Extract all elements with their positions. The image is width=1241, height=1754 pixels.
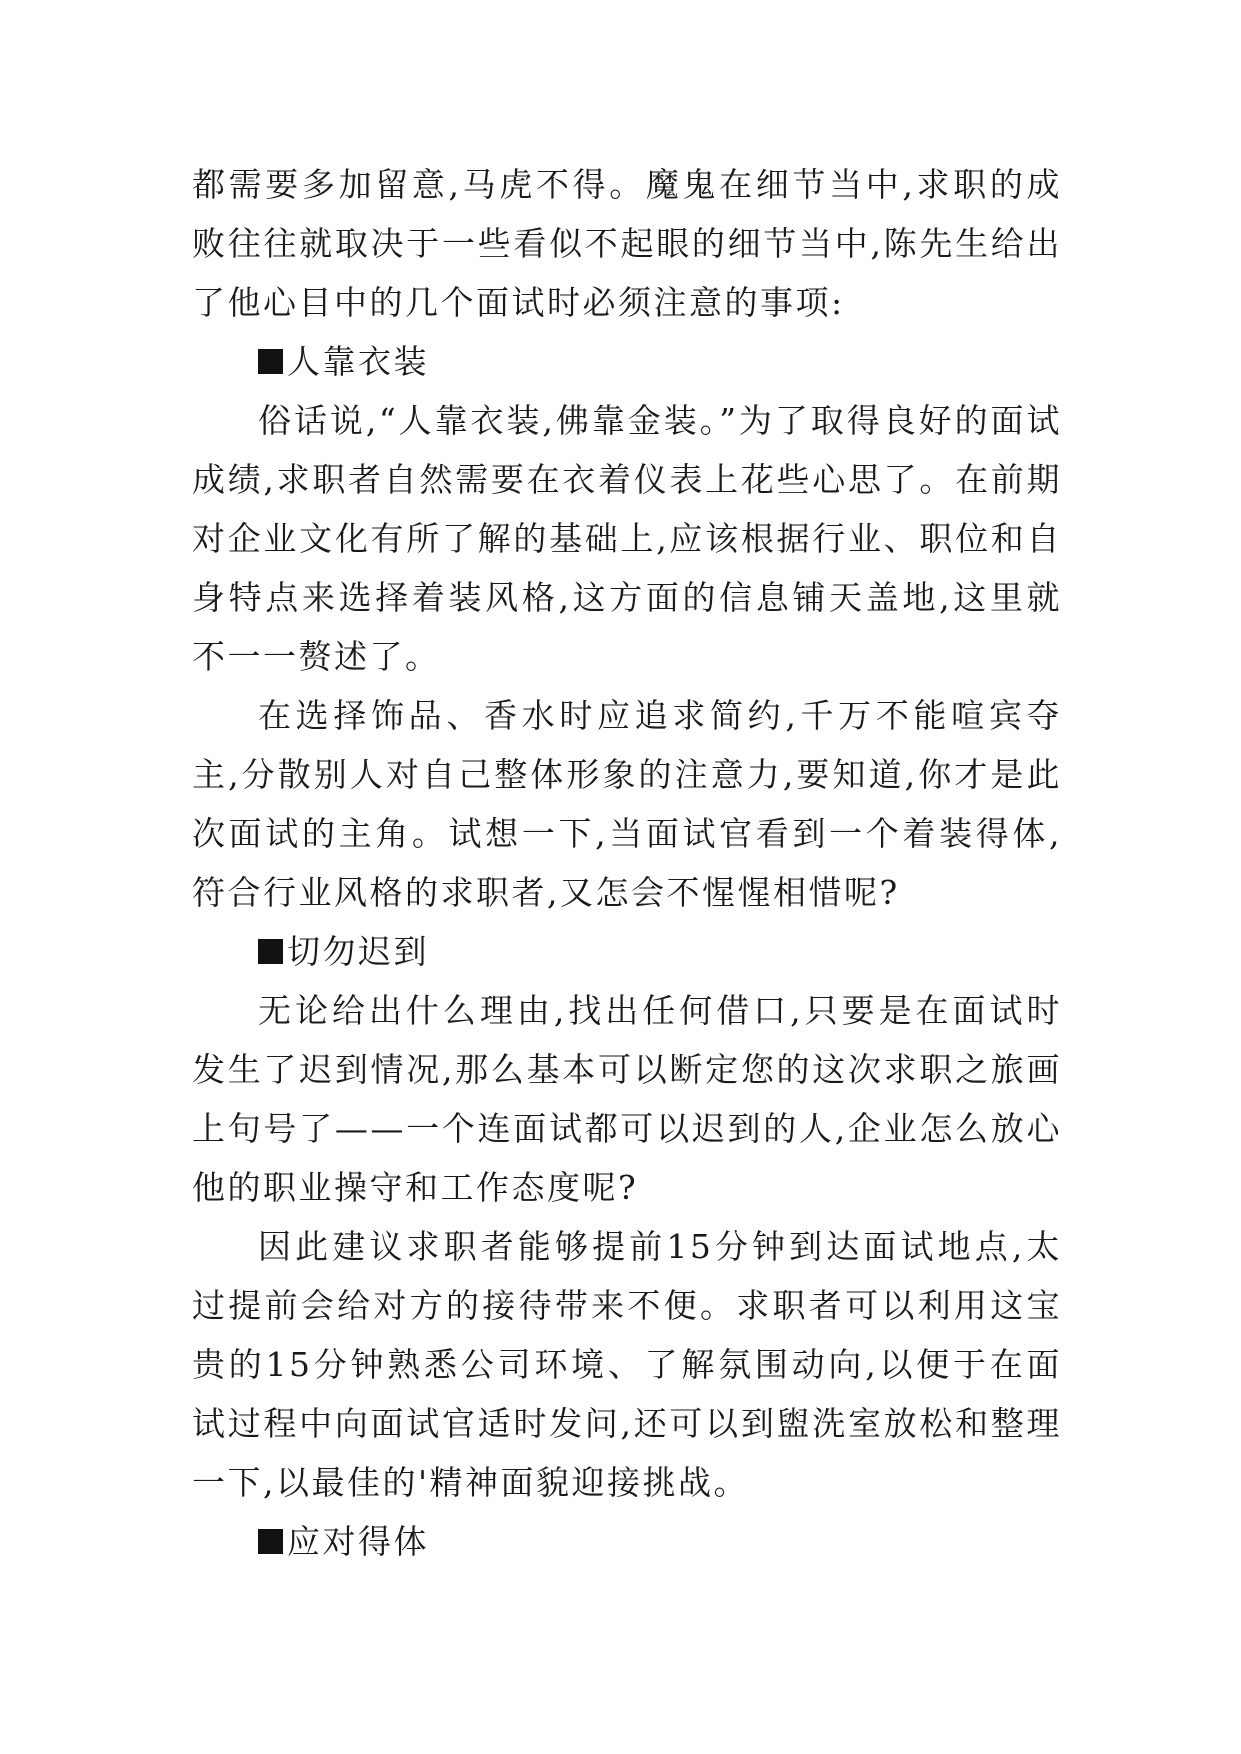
section-heading-label: 应对得体 bbox=[287, 1522, 429, 1561]
black-square-icon bbox=[258, 349, 283, 374]
paragraph-accessories: 在选择饰品、香水时应追求简约,千万不能喧宾夺主,分散别人对自己整体形象的注意力,要知道,你才是此次面试的主角。试想一下,当面试官看到一个着装得体,符合行业风格的求职者,又怎会不惺惺相惜呢? bbox=[192, 696, 1062, 912]
paragraph-attire-proverb: 俗话说,“人靠衣装,佛靠金装。”为了取得良好的面试成绩,求职者自然需要在衣着仪表上花些心思了。在前期对企业文化有所了解的基础上,应该根据行业、职位和自身特点来选择着装风格,这方面的信息铺天盖地,这里就不一一赘述了。 bbox=[192, 401, 1062, 676]
section-heading-attire bbox=[192, 332, 1062, 391]
section-heading-label: 切勿迟到 bbox=[287, 932, 429, 971]
paragraph-arrive-early: 因此建议求职者能够提前15分钟到达面试地点,太过提前会给对方的接待带来不便。求职者可以利用这宝贵的15分钟熟悉公司环境、了解氛围动向,以便于在面试过程中向面试官适时发问,还可以到盥洗室放松和整理一下,以最佳的'精神面貌迎接挑战。 bbox=[192, 1227, 1062, 1502]
document-body bbox=[192, 155, 1062, 1571]
section-heading-punctuality bbox=[192, 922, 1062, 981]
black-square-icon bbox=[258, 1529, 283, 1554]
paragraph-lateness: 无论给出什么理由,找出任何借口,只要是在面试时发生了迟到情况,那么基本可以断定您的这次求职之旅画上句号了——一个连面试都可以迟到的人,企业怎么放心他的职业操守和工作态度呢? bbox=[192, 991, 1062, 1207]
black-square-icon bbox=[258, 939, 283, 964]
section-heading-label: 人靠衣装 bbox=[287, 342, 429, 381]
section-heading-demeanor bbox=[192, 1512, 1062, 1571]
paragraph-intro: 都需要多加留意,马虎不得。魔鬼在细节当中,求职的成败往往就取决于一些看似不起眼的细节当中,陈先生给出了他心目中的几个面试时必须注意的事项: bbox=[192, 165, 1062, 322]
